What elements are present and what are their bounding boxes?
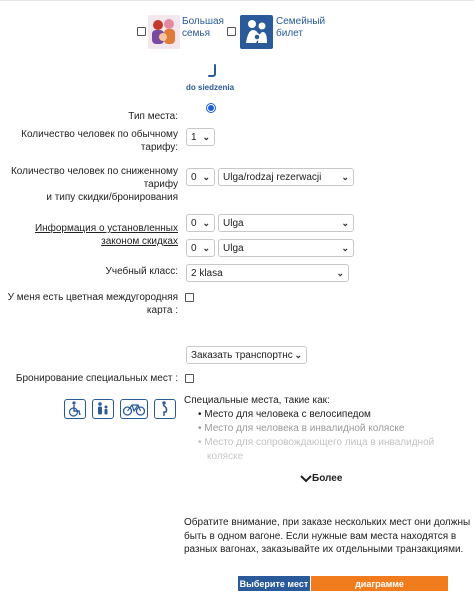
chevron-down-icon: ⌄ xyxy=(202,172,210,182)
chevron-down-icon: ⌄ xyxy=(341,172,349,182)
family-icon xyxy=(92,399,114,419)
special-seat-wheelchair: • Место для человека в инвалидной коляске xyxy=(198,423,405,434)
statutory-row1-discount-select[interactable] xyxy=(218,214,354,232)
chevron-down-icon xyxy=(300,475,312,483)
reduced-fare-label-line3: и типу скидки/бронирования xyxy=(46,192,178,203)
statutory-discounts-label[interactable] xyxy=(35,222,178,248)
large-family-label-line2: семья xyxy=(182,28,211,39)
chevron-down-icon: ⌄ xyxy=(202,218,210,228)
reduced-fare-count-select[interactable] xyxy=(186,168,215,186)
special-seats-icons xyxy=(64,399,176,419)
chevron-down-icon: ⌄ xyxy=(202,132,210,142)
select-seat-button[interactable]: Выберите мест xyxy=(238,576,310,591)
special-seat-bicycle-text: Место для человека с велосипедом xyxy=(204,409,371,420)
class-label: Учебный класс: xyxy=(105,266,178,277)
notice-line1: Обратите внимание, при заказе нескольких мест они должны xyxy=(184,517,471,528)
normal-fare-label xyxy=(21,128,178,154)
reduced-fare-discount-value: Ulga/rodzaj rezerwacji xyxy=(223,171,322,183)
special-seat-bicycle: • Место для человека с велосипедом xyxy=(198,409,371,420)
special-seat-companion-text: Место для сопровождающего лица в инвалидной xyxy=(204,437,435,448)
statutory-row2-discount-value: Ulga xyxy=(223,242,244,254)
chevron-down-icon: ⌄ xyxy=(202,243,210,253)
statutory-row2-count-select[interactable] xyxy=(186,239,215,257)
notice-line3: разных вагонах, заказывайте их отдельными транзакциями. xyxy=(184,544,464,555)
large-family-checkbox[interactable] xyxy=(137,27,146,36)
reduced-fare-label-line2: тарифу xyxy=(143,179,178,190)
normal-fare-count-select[interactable] xyxy=(186,128,215,146)
seat-direction-label[interactable]: do siedzenia xyxy=(186,83,235,92)
transport-order-value: Заказать транспортнс xyxy=(191,349,293,361)
intercity-card-checkbox[interactable] xyxy=(185,293,194,302)
large-family-icon xyxy=(148,15,180,49)
seat-type-label: Тип места: xyxy=(128,111,178,122)
statutory-row1-discount-value: Ulga xyxy=(223,217,244,229)
family-ticket-checkbox[interactable] xyxy=(227,27,236,36)
transport-order-select[interactable] xyxy=(186,346,307,364)
seat-direction-icon xyxy=(208,64,218,81)
reduced-fare-label-line1: Количество человек по сниженному xyxy=(10,166,178,177)
family-ticket-label-line1: Семейный xyxy=(276,16,326,27)
statutory-label-line1: Информация о установленных xyxy=(34,223,178,234)
special-seats-label: Бронирование специальных мест : xyxy=(15,373,178,384)
normal-fare-count-value: 1 xyxy=(191,131,197,143)
seat-type-radio[interactable] xyxy=(206,103,216,113)
intercity-card-label-line1: У меня есть цветная междугородняя xyxy=(7,292,178,303)
special-seat-companion: • Место для сопровождающего лица в инвалидной xyxy=(198,437,435,448)
reduced-fare-discount-select[interactable] xyxy=(218,168,354,186)
top-divider xyxy=(0,0,474,1)
more-label: Более xyxy=(312,473,343,484)
reduced-fare-count-value: 0 xyxy=(191,171,197,183)
bicycle-icon xyxy=(120,399,148,419)
family-ticket-label[interactable] xyxy=(276,16,325,40)
pregnant-icon xyxy=(154,399,176,419)
more-toggle[interactable] xyxy=(300,473,342,484)
special-seat-companion-cont-text: коляске xyxy=(207,451,244,462)
statutory-label-line2: законом скидках xyxy=(101,236,178,247)
large-family-label[interactable] xyxy=(182,16,224,40)
family-ticket-label-line2: билет xyxy=(276,28,303,39)
wheelchair-icon xyxy=(64,399,86,419)
statutory-row1-count-select[interactable] xyxy=(186,214,215,232)
statutory-row2-discount-select[interactable] xyxy=(218,239,354,257)
statutory-row1-count-value: 0 xyxy=(191,217,197,229)
normal-fare-label-line1: Количество человек по обычному xyxy=(21,129,178,140)
intercity-card-label-line2: карта : xyxy=(146,305,178,316)
class-value: 2 klasa xyxy=(191,267,223,279)
special-seats-heading: Специальные места, такие как: xyxy=(184,395,330,406)
notice-line2: быть в одном вагоне. Если нужные вам места находятся в xyxy=(184,530,457,542)
chevron-down-icon: ⌄ xyxy=(336,268,344,278)
statutory-row2-count-value: 0 xyxy=(191,242,197,254)
diagram-button[interactable]: диаграмме xyxy=(311,576,448,591)
intercity-card-label xyxy=(8,291,178,317)
special-seat-wheelchair-text: Место для человека в инвалидной коляске xyxy=(204,423,405,434)
reduced-fare-label xyxy=(11,165,178,204)
special-seats-checkbox[interactable] xyxy=(185,374,194,383)
family-ticket-icon xyxy=(240,15,273,49)
large-family-label-line1: Большая xyxy=(182,16,224,27)
special-seat-companion-cont xyxy=(198,450,434,464)
chevron-down-icon: ⌄ xyxy=(294,350,302,360)
special-seats-list xyxy=(198,408,434,464)
class-select[interactable] xyxy=(186,264,349,282)
chevron-down-icon: ⌄ xyxy=(341,243,349,253)
chevron-down-icon: ⌄ xyxy=(341,218,349,228)
normal-fare-label-line2: тарифу: xyxy=(140,142,178,153)
multi-seat-notice xyxy=(184,516,470,557)
